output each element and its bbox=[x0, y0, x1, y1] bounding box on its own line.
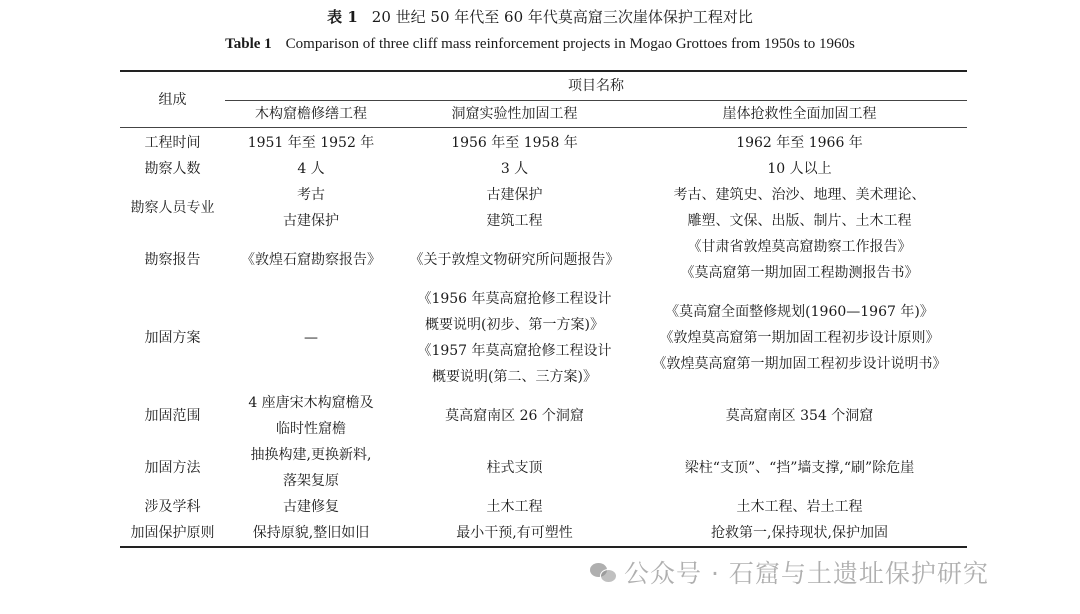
row-label: 勘察人数 bbox=[144, 161, 201, 177]
table-cell: 莫高窟南区 354 个洞窟 bbox=[725, 408, 874, 424]
table-cell: 保持原貌,整旧如旧 bbox=[225, 520, 397, 547]
table-cell: 3 人 bbox=[500, 161, 529, 177]
table-row-disciplines bbox=[120, 494, 967, 520]
cell-line: 雕塑、文保、出版、制片、土木工程 bbox=[687, 213, 912, 229]
caption-cn-number: 表 1 bbox=[327, 8, 358, 26]
table-row-majors bbox=[120, 182, 967, 234]
header-row-2 bbox=[120, 101, 967, 128]
table-caption-cn bbox=[0, 6, 1080, 28]
cell-line: 《甘肃省敦煌莫高窟勘察工作报告》 bbox=[687, 239, 912, 255]
watermark-text: 公众号 · 石窟与土遗址保护研究 bbox=[624, 559, 989, 588]
table-cell bbox=[225, 390, 397, 442]
row-label: 工程时间 bbox=[144, 135, 201, 151]
table-row-time bbox=[120, 128, 967, 157]
cell-line: 概要说明(第二、三方案)》 bbox=[432, 369, 597, 385]
table-cell: 1962 年至 1966 年 bbox=[736, 135, 863, 151]
table-cell: 10 人以上 bbox=[767, 161, 832, 177]
cell-line: 古建保护 bbox=[486, 187, 543, 203]
table-row-reports bbox=[120, 234, 967, 286]
caption-cn-title: 20 世纪 50 年代至 60 年代莫高窟三次崖体保护工程对比 bbox=[371, 8, 753, 26]
table-cell bbox=[397, 286, 632, 390]
column-header: 洞窟实验性加固工程 bbox=[397, 101, 632, 128]
row-label: 加固范围 bbox=[144, 408, 201, 424]
cell-line: 古建保护 bbox=[283, 213, 339, 229]
table-cell: 《敦煌石窟勘察报告》 bbox=[241, 252, 381, 268]
table-cell: 土木工程、岩土工程 bbox=[736, 499, 863, 515]
cell-line: 《敦煌莫高窟第一期加固工程初步设计原则》 bbox=[659, 330, 940, 346]
row-label: 勘察人员专业 bbox=[130, 200, 215, 216]
table-cell: 最小干预,有可塑性 bbox=[397, 520, 632, 547]
table-cell: 梁柱“支顶”、“挡”墙支撑,“刷”除危崖 bbox=[684, 460, 915, 476]
table-row-people bbox=[120, 156, 967, 182]
row-label: 勘察报告 bbox=[144, 252, 201, 268]
table-cell bbox=[632, 234, 967, 286]
group-header: 组成 bbox=[120, 71, 225, 128]
table-cell bbox=[632, 182, 967, 234]
row-label: 加固方法 bbox=[144, 460, 201, 476]
table-cell: 《关于敦煌文物研究所问题报告》 bbox=[409, 252, 620, 268]
project-header: 项目名称 bbox=[225, 71, 967, 101]
table-row-principles bbox=[120, 520, 967, 547]
table-cell: 柱式支顶 bbox=[486, 460, 543, 476]
table-cell: 古建修复 bbox=[283, 499, 339, 515]
cell-line: 《1956 年莫高窟抢修工程设计 bbox=[417, 291, 612, 307]
table-cell bbox=[632, 286, 967, 390]
cell-line: 4 座唐宋木构窟檐及 bbox=[248, 395, 374, 411]
table-cell: 4 人 bbox=[297, 161, 325, 177]
column-header: 崖体抢救性全面加固工程 bbox=[632, 101, 967, 128]
table-row-scope bbox=[120, 390, 967, 442]
table-cell: 1956 年至 1958 年 bbox=[451, 135, 578, 151]
cell-line: 《1957 年莫高窟抢修工程设计 bbox=[417, 343, 612, 359]
table-cell: 1951 年至 1952 年 bbox=[247, 135, 375, 151]
cell-line: 《莫高窟全面整修规划(1960—1967 年)》 bbox=[665, 304, 934, 320]
caption-en-title: Comparison of three cliff mass reinforcement projects in Mogao Grottoes from 1950s to 1960s bbox=[285, 36, 855, 52]
table-cell: — bbox=[304, 330, 318, 346]
wechat-icon bbox=[590, 561, 616, 583]
cell-line: 概要说明(初步、第一方案)》 bbox=[425, 317, 604, 333]
table-cell: 土木工程 bbox=[486, 499, 543, 515]
comparison-table bbox=[120, 70, 967, 548]
header-row-1 bbox=[120, 71, 967, 101]
cell-line: 建筑工程 bbox=[486, 213, 543, 229]
row-label: 加固方案 bbox=[144, 330, 201, 346]
watermark bbox=[590, 555, 989, 589]
cell-line: 抽换构建,更换新料, bbox=[250, 447, 372, 463]
table-cell bbox=[225, 442, 397, 494]
table-row-method bbox=[120, 442, 967, 494]
cell-line: 考古、建筑史、治沙、地理、美术理论、 bbox=[673, 187, 926, 203]
cell-line: 《敦煌莫高窟第一期加固工程初步设计说明书》 bbox=[652, 356, 947, 372]
column-header: 木构窟檐修缮工程 bbox=[225, 101, 397, 128]
table-cell: 莫高窟南区 26 个洞窟 bbox=[445, 408, 584, 424]
cell-line: 落架复原 bbox=[283, 473, 339, 489]
caption-en-number: Table 1 bbox=[225, 36, 272, 52]
cell-line: 《莫高窟第一期加固工程勘测报告书》 bbox=[680, 265, 919, 281]
table-cell bbox=[397, 182, 632, 234]
table-cell bbox=[225, 182, 397, 234]
table-cell: 抢救第一,保持现状,保护加固 bbox=[632, 520, 967, 547]
row-label: 涉及学科 bbox=[144, 499, 201, 515]
cell-line: 临时性窟檐 bbox=[276, 421, 346, 437]
cell-line: 考古 bbox=[297, 187, 325, 203]
row-label: 加固保护原则 bbox=[120, 520, 225, 547]
table-row-plans bbox=[120, 286, 967, 390]
table-caption-en bbox=[0, 33, 1080, 55]
